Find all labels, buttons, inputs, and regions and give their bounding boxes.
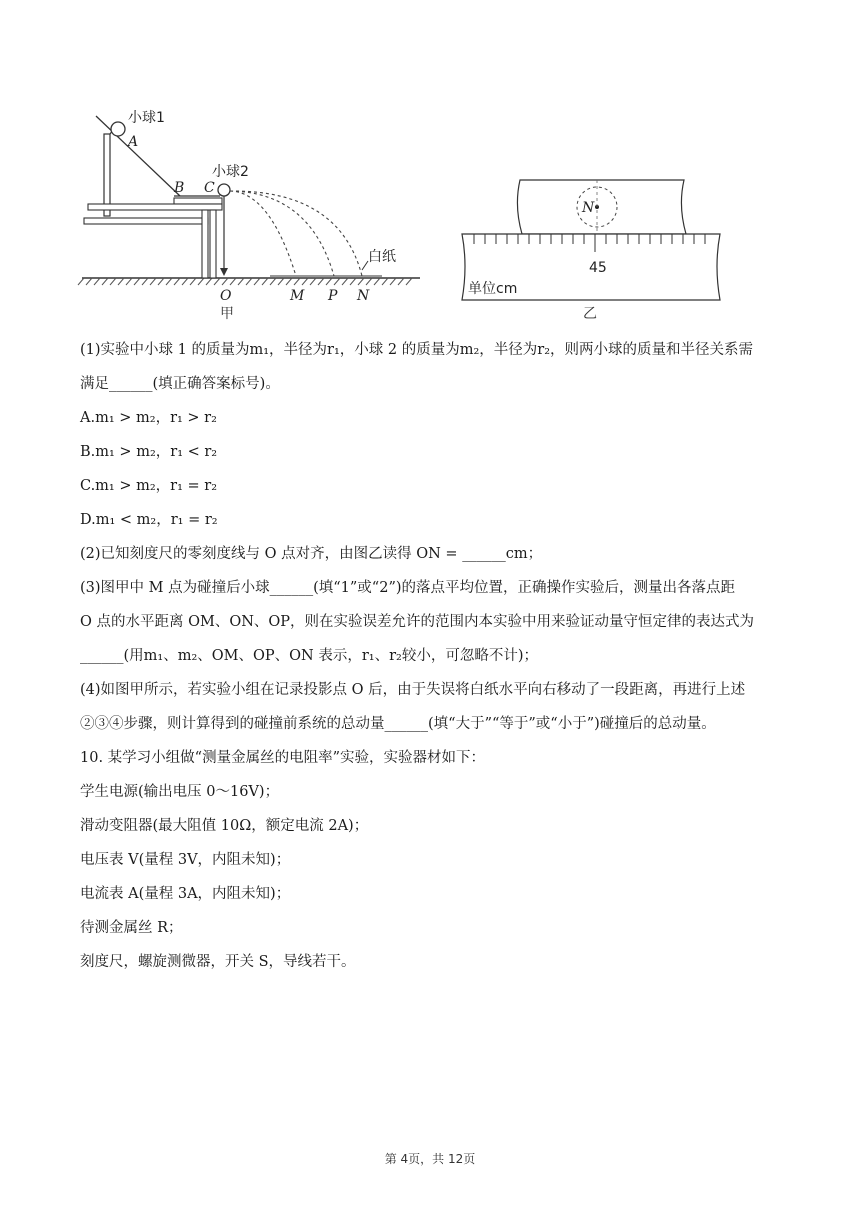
q3-line-3: ______(用m₁、m₂、OM、OP、ON 表示，r₁、r₂较小，可忽略不计)； xyxy=(80,648,538,664)
q1-line-2: 满足______(填正确答案标号)。 xyxy=(80,376,280,392)
ball-2 xyxy=(218,184,230,196)
experiment-figure xyxy=(70,96,750,324)
paper-label: 白纸 xyxy=(368,249,396,265)
point-b-label: B xyxy=(174,180,185,196)
yi-point-n-label: N xyxy=(582,200,595,216)
point-a-label: A xyxy=(128,134,139,150)
point-n-label: N xyxy=(357,288,370,304)
caption-yi: 乙 xyxy=(583,306,597,322)
point-o-label: O xyxy=(220,288,232,304)
option-c: C.m₁ > m₂，r₁ = r₂ xyxy=(80,478,218,494)
figure-yi xyxy=(462,180,720,322)
q10-title: 10. 某学习小组做“测量金属丝的电阻率”实验，实验器材如下： xyxy=(80,750,485,766)
page-footer: 第 4页，共 12页 xyxy=(384,1152,476,1166)
q4-line-2: ②③④步骤，则计算得到的碰撞前系统的总动量______(填“大于”“等于”或“小于”)碰撞后的总动量。 xyxy=(80,716,716,732)
unit-label: 单位cm xyxy=(468,281,518,297)
option-b: B.m₁ > m₂，r₁ < r₂ xyxy=(80,444,218,460)
q1-line-1: (1)实验中小球 1 的质量为m₁，半径为r₁，小球 2 的质量为m₂，半径为r₂，则两小球的质量和半径关系需 xyxy=(80,342,754,358)
option-a: A.m₁ > m₂，r₁ > r₂ xyxy=(80,410,217,426)
figure-svg xyxy=(70,96,750,324)
caption-jia: 甲 xyxy=(220,306,234,322)
q3-line-1: (3)图甲中 M 点为碰撞后小球______(填“1”或“2”)的落点平均位置，正确操作实验后，测量出各落点距 xyxy=(80,580,736,596)
point-p-label: P xyxy=(328,288,338,304)
option-d: D.m₁ < m₂，r₁ = r₂ xyxy=(80,512,218,528)
q4-line-1: (4)如图甲所示，若实验小组在记录投影点 O 后，由于失误将白纸水平向右移动了一段距离，再进行上述 xyxy=(80,682,746,698)
equipment-power: 学生电源(输出电压 0～16V)； xyxy=(80,784,280,800)
equipment-misc: 刻度尺，螺旋测微器，开关 S，导线若干。 xyxy=(80,954,356,970)
tick-45-label: 45 xyxy=(589,260,607,276)
q3-line-2: O 点的水平距离 OM、ON、OP，则在实验误差允许的范围内本实验中用来验证动量守恒定律的表达式为 xyxy=(80,614,755,630)
equipment-rheostat: 滑动变阻器(最大阻值 10Ω，额定电流 2A)； xyxy=(80,818,369,834)
equipment-voltmeter: 电压表 V(量程 3V，内阻未知)； xyxy=(80,852,291,868)
figure-jia xyxy=(78,110,420,322)
point-m-label: M xyxy=(290,288,305,304)
ball1-label: 小球1 xyxy=(128,110,165,126)
q2-line: (2)已知刻度尺的零刻度线与 O 点对齐，由图乙读得 ON = ______cm； xyxy=(80,546,543,562)
equipment-wire: 待测金属丝 R； xyxy=(80,920,183,936)
ball2-label: 小球2 xyxy=(212,164,249,180)
point-c-label: C xyxy=(204,180,215,196)
equipment-ammeter: 电流表 A(量程 3A，内阻未知)； xyxy=(80,886,291,902)
ball-1 xyxy=(111,122,125,136)
